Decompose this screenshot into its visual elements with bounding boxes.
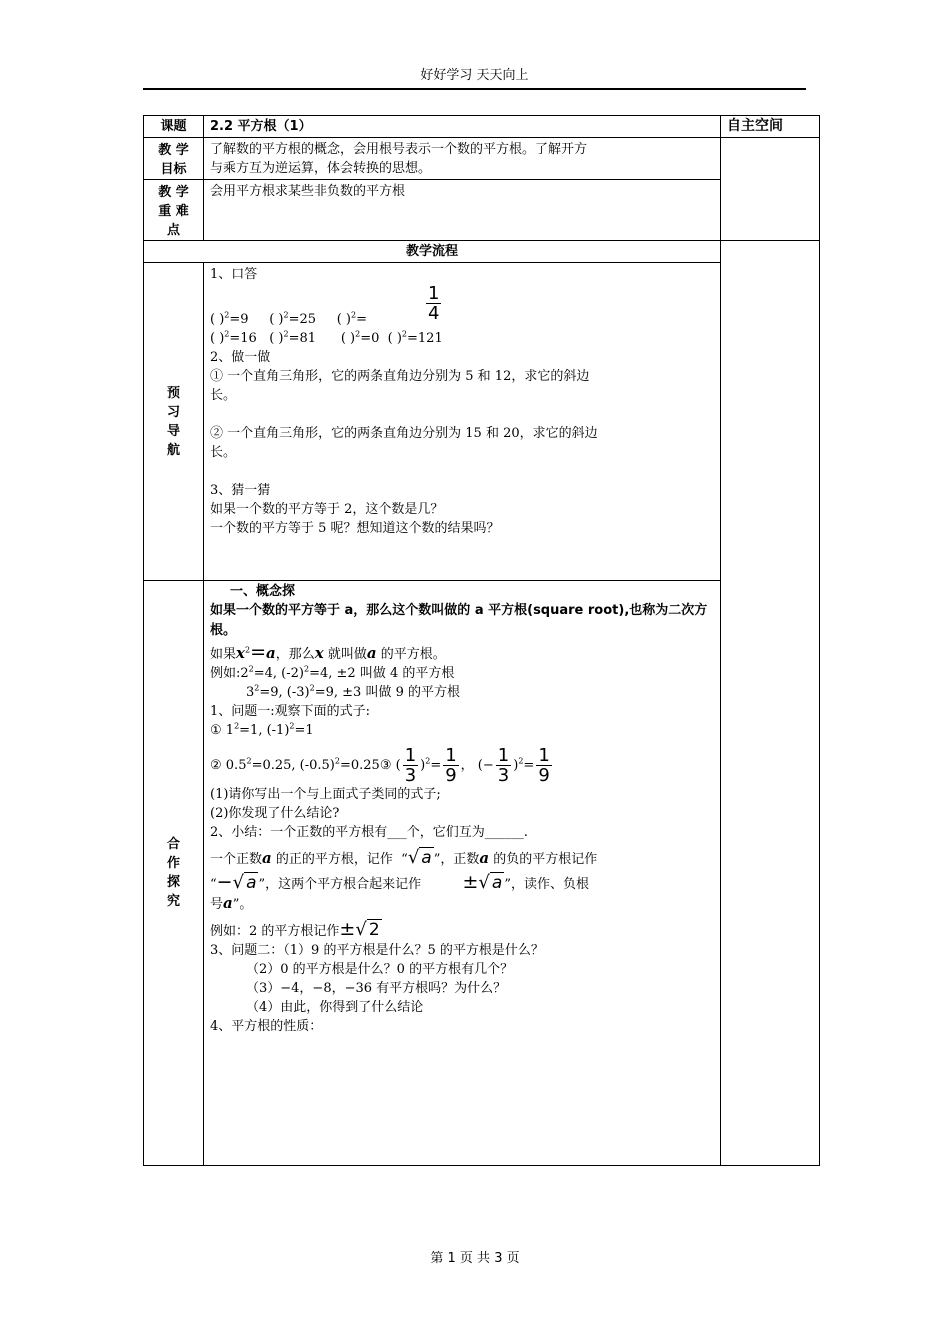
label-goal (144, 138, 204, 180)
q1b-eq: = (430, 758, 442, 773)
pos-q2: ”，正数 (433, 852, 480, 867)
fr4-num: 1 (538, 745, 550, 766)
row-flow (144, 241, 820, 263)
question-4: 4、平方根的性质： (210, 1019, 323, 1034)
fr1-den: 3 (404, 765, 417, 786)
label-self-space: 自主空间 (721, 116, 820, 138)
neg-q2: ”，这两个平方根合 (258, 877, 370, 892)
neg-pm: ± (462, 871, 479, 893)
fr2-num: 1 (445, 745, 457, 766)
val-2: =25 (288, 312, 317, 327)
goal-text-line2: 与乘方互为逆运算，体会转换的思想。 (210, 161, 432, 176)
preview-q2a-line2: 长。 (210, 388, 237, 403)
pos-pre: 一个正数 (210, 852, 263, 867)
fraction-one-quarter (426, 284, 441, 323)
if-post: 就叫做 (323, 647, 367, 662)
exp-3: 2 (350, 310, 357, 320)
self-space-column (721, 138, 820, 241)
var-a: a (265, 644, 276, 662)
eg2-a: 3 (246, 685, 255, 700)
q1b-eq2: = (523, 758, 535, 773)
neg-mid: 起来记作 (369, 877, 422, 892)
question-2d: （4）由此，你得到了什么结论 (246, 1000, 424, 1015)
val-3: = (356, 312, 367, 327)
q1a-b: =1, (-1) (239, 723, 290, 738)
positive-root-line (210, 848, 714, 869)
eg1-a: 例如:2 (210, 666, 249, 681)
label-preview-c3: 导 (166, 423, 180, 439)
q1b-c: =0.25③ ( (339, 758, 401, 773)
neg3-var-a: a (223, 894, 233, 912)
fraction-one-third-2 (496, 746, 511, 785)
exp-6: 2 (355, 329, 361, 339)
sqrt-icon: √ (407, 847, 420, 868)
blank-5: ( ) (269, 331, 284, 346)
val-4: =16 (229, 331, 257, 346)
exp-2: 2 (283, 310, 289, 320)
equals: = (250, 641, 266, 663)
row-preview (144, 263, 820, 581)
q1a-exp1: 2 (234, 721, 240, 731)
eg3-pre: 例如：2 的平方根记作 (210, 924, 340, 939)
label-coop-c1: 合 (166, 837, 180, 852)
q1a-a: ① 1 (210, 723, 235, 738)
page-header: 好好学习 天天向上 (143, 64, 806, 90)
fr3-num: 1 (497, 745, 510, 766)
question-2c: （3）−4，−8，−36 有平方根吗？为什么？ (246, 981, 507, 996)
q1b-close: ) (420, 758, 426, 773)
preview-q2a-line1: ① 一个直角三角形，它的两条直角边分别为 5 和 12，求它的斜边 (210, 369, 590, 384)
preview-q3a: 如果一个数的平方等于 2，这个数是几？ (210, 502, 444, 517)
eg1-exp1: 2 (248, 664, 254, 674)
preview-q3b: 一个数的平方等于 5 呢？想知道这个数的结果吗？ (210, 521, 500, 536)
neg-end: ”，读作、负根 (504, 877, 589, 892)
fr1-num: 1 (404, 745, 417, 766)
eg2-exp2: 2 (309, 683, 315, 693)
question-1b (210, 746, 714, 785)
exp-7: 2 (401, 329, 408, 339)
question-1a (210, 721, 714, 740)
page-footer: 第 1 页 共 3 页 (430, 1251, 520, 1266)
goal-text-line1: 了解数的平方根的概念，会用根号表示一个数的平方根。了解开方 (210, 142, 588, 157)
label-diff-line3: 点 (166, 223, 180, 238)
fraction-one-ninth-2 (536, 746, 551, 785)
row-coop (144, 581, 820, 1166)
val-5: =81 (288, 331, 317, 346)
neg3-pre: 号 (210, 897, 224, 912)
var-a2: a (366, 644, 377, 662)
example-3 (210, 920, 714, 941)
exp-4: 2 (224, 329, 230, 339)
pos-q1: “ (401, 852, 408, 867)
pos-var-a2: a (479, 849, 490, 867)
sqrt-icon: √ (232, 872, 245, 893)
negative-root-line-3 (210, 894, 714, 914)
question-2: 3、问题二：（1）9 的平方根是什么？5 的平方根是什么？ (210, 943, 544, 958)
blank-3: ( ) (336, 312, 351, 327)
eg2-c: =9, ±3 叫做 9 的平方根 (314, 685, 460, 700)
sqrt-icon: √ (478, 872, 490, 893)
preview-q1: 1、口答 (210, 267, 258, 282)
pos-mid: 的正的平方根，记作 (271, 852, 393, 867)
lesson-plan-table (143, 115, 820, 1166)
question-2b: （2）0 的平方根是什么？0 的平方根有几个？ (246, 962, 514, 977)
quarter-fraction-line (210, 284, 714, 324)
preview-q3: 3、猜一猜 (210, 483, 271, 498)
preview-q2b-line2: 长。 (210, 445, 237, 460)
self-space-column-lower (721, 241, 820, 1166)
row-difficulty (144, 180, 820, 241)
label-flow: 教学流程 (144, 241, 721, 263)
eg1-exp2: 2 (304, 664, 310, 674)
preview-q2: 2、做一做 (210, 350, 271, 365)
preview-row2 (210, 329, 714, 348)
val-7: =121 (407, 331, 443, 346)
spacer (210, 462, 714, 481)
goal-text (204, 138, 721, 180)
preview-content (204, 263, 721, 581)
q1b-exp3: 2 (425, 756, 431, 766)
eg1-c: =4, ±2 叫做 4 的平方根 (309, 666, 455, 681)
q1a-c: =1 (294, 723, 314, 738)
blank-2: ( ) (269, 312, 284, 327)
fr4-den: 9 (538, 765, 550, 786)
label-preview-c4: 航 (166, 442, 180, 458)
pm-sqrt-a: a (491, 873, 503, 893)
q1b-b: =0.25, (-0.5) (251, 758, 335, 773)
lesson-title: 2.2 平方根（1） (204, 116, 721, 138)
eg2-exp1: 2 (254, 683, 260, 693)
row-topic (144, 116, 820, 138)
var-x: x (236, 644, 245, 662)
label-topic: 课题 (144, 116, 204, 138)
fraction-numerator: 1 (428, 283, 440, 304)
question-1c: (1)请你写出一个与上面式子类同的式子; (210, 787, 441, 802)
pos-post: 的负的平方根记作 (489, 852, 598, 867)
row-goal (144, 138, 820, 180)
q1b-exp1: 2 (246, 756, 252, 766)
question-1: 1、问题一:观察下面的式子: (210, 704, 371, 719)
coop-content (204, 581, 721, 1166)
if-end: 的平方根。 (376, 647, 446, 662)
blank-4: ( ) (210, 331, 225, 346)
eg3-sqrt-2: 2 (368, 920, 380, 940)
exp-x: 2 (244, 645, 251, 655)
negative-root-line (210, 873, 714, 894)
fr2-den: 9 (445, 765, 457, 786)
exp-5: 2 (283, 329, 289, 339)
q1b-sep: ， (− (460, 758, 494, 773)
label-preview-c1: 预 (166, 385, 180, 401)
label-preview (144, 263, 204, 581)
sqrt-icon: √ (355, 919, 367, 940)
exp-1: 2 (224, 310, 230, 320)
sqrt-a: a (421, 848, 432, 868)
label-difficulty (144, 180, 204, 241)
blank-6: ( ) (340, 331, 356, 346)
summary-2: 2、小结：一个正数的平方根有___个，它们互为______. (210, 825, 528, 840)
preview-q2b-line1: ② 一个直角三角形，它的两条直角边分别为 15 和 20，求它的斜边 (210, 426, 598, 441)
fraction-one-third (403, 746, 418, 785)
val-6: =0 (360, 331, 380, 346)
neg-minus: − (216, 871, 233, 893)
neg3-post: ”。 (232, 897, 253, 912)
if-mid: ，那么 (275, 647, 315, 662)
label-diff-line1: 教 学 (158, 185, 189, 200)
label-goal-line2: 目标 (160, 162, 187, 177)
fraction-denominator: 4 (428, 303, 440, 324)
blank-7: ( ) (387, 331, 402, 346)
eg1-b: =4, (-2) (253, 666, 304, 681)
q1b-exp4: 2 (518, 756, 524, 766)
q1b-close2: ) (513, 758, 519, 773)
val-1: =9 (229, 312, 249, 327)
if-pre: 如果 (210, 647, 237, 662)
label-coop-c2: 作 (166, 856, 180, 871)
q1b-exp2: 2 (334, 756, 340, 766)
label-diff-line2: 重 难 (158, 204, 189, 219)
pos-var-a: a (262, 849, 272, 867)
label-goal-line1: 教 学 (158, 143, 189, 158)
blank-1: ( ) (210, 312, 225, 327)
label-preview-c2: 习 (166, 404, 180, 420)
neg-sqrt-a: a (246, 873, 257, 893)
spacer (210, 405, 714, 424)
question-1d: (2)你发现了什么结论? (210, 806, 340, 821)
fraction-one-ninth (443, 746, 458, 785)
label-coop-c3: 探 (166, 875, 180, 890)
fr3-den: 3 (497, 765, 510, 786)
eg3-pm: ± (339, 918, 356, 940)
concept-heading: 一、概念探 (230, 584, 296, 599)
example-2 (210, 683, 714, 702)
difficulty-text: 会用平方根求某些非负数的平方根 (204, 180, 721, 241)
q1b-a: ② 0.5 (210, 758, 247, 773)
example-1 (210, 664, 714, 683)
eg2-b: =9, (-3) (259, 685, 310, 700)
definition-text: 如果一个数的平方等于 a，那么这个数叫做的 a 平方根(square root),也称为二次方根。 (210, 603, 708, 638)
label-coop-c4: 究 (166, 894, 180, 909)
if-line (210, 643, 714, 664)
label-coop (144, 581, 204, 1166)
var-x2: x (314, 644, 324, 662)
neg-q1: “ (210, 877, 217, 892)
q1a-exp2: 2 (289, 721, 295, 731)
